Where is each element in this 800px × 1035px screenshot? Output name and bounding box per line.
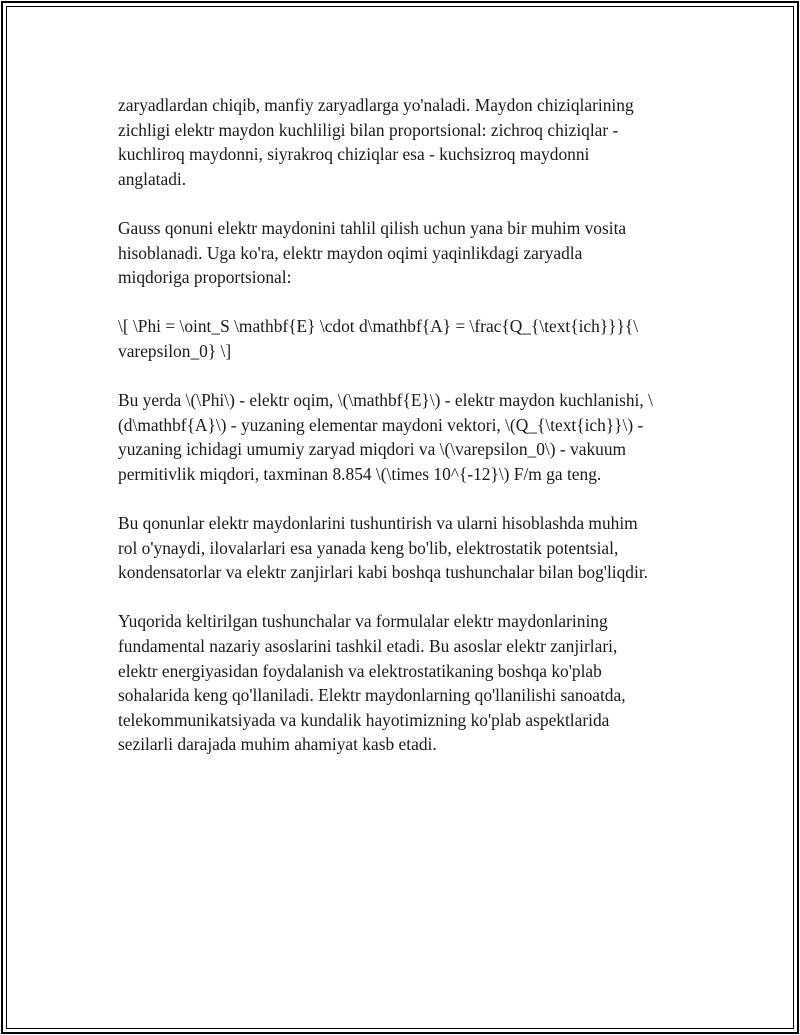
formula-gauss-law: \[ \Phi = \oint_S \mathbf{E} \cdot d\mathbf{A} = \frac{Q_{\text{ich}}}{\ varepsilon_0} \] [118, 316, 639, 361]
document-body [118, 93, 688, 782]
paragraph-gauss-law: Gauss qonuni elektr maydonini tahlil qilish uchun yana bir muhim vosita hisoblanadi. Uga ko'ra, elektr maydon oqimi yaqinlikdagi zaryadla miqdoriga proportsional: [118, 217, 627, 288]
paragraph-conclusion: Yuqorida keltirilgan tushunchalar va formulalar elektr maydonlarining fundamental nazariy asoslarini tashkil etadi. Bu asoslar elektr zanjirlari, elektr energiyasidan foydalanish va elektrostatikaning boshqa ko'plab sohalarida keng qo'llaniladi. Elektr maydonlarning qo'llanilishi sanoatda, telekommunikatsiyada va kundalik hayotimizning ko'plab aspektlarida sezilarli darajada muhim ahamiyat kasb etadi. [118, 611, 626, 755]
paragraph-field-lines: zaryadlardan chiqib, manfiy zaryadlarga yo'naladi. Maydon chiziqlarining zichligi elektr maydon kuchliligi bilan proportsional: zichroq chiziqlar - kuchliroq maydonni, siyrakroq chiziqlar esa - kuchsizroq maydonni anglatadi. [118, 95, 634, 189]
paragraph-formula-explanation: Bu yerda \(\Phi\) - elektr oqim, \(\mathbf{E}\) - elektr maydon kuchlanishi, \ (d\mathbf{A}\) - yuzaning elementar maydoni vektori, \(Q_{\text{ich}}\) - yuzaning ichidagi umumiy zaryad miqdori va \(\varepsilon_0\) - vakuum permitivlik miqdori, taxminan 8.854 \(\times 10^{-12}\) F/m ga teng. [118, 390, 653, 484]
paragraph-applications: Bu qonunlar elektr maydonlarini tushuntirish va ularni hisoblashda muhim rol o'ynaydi, ilovalarlari esa yanada keng bo'lib, elektrostatik potentsial, kondensatorlar va elektr zanjirlari kabi boshqa tushunchalar bilan bog'liqdir. [118, 513, 649, 583]
